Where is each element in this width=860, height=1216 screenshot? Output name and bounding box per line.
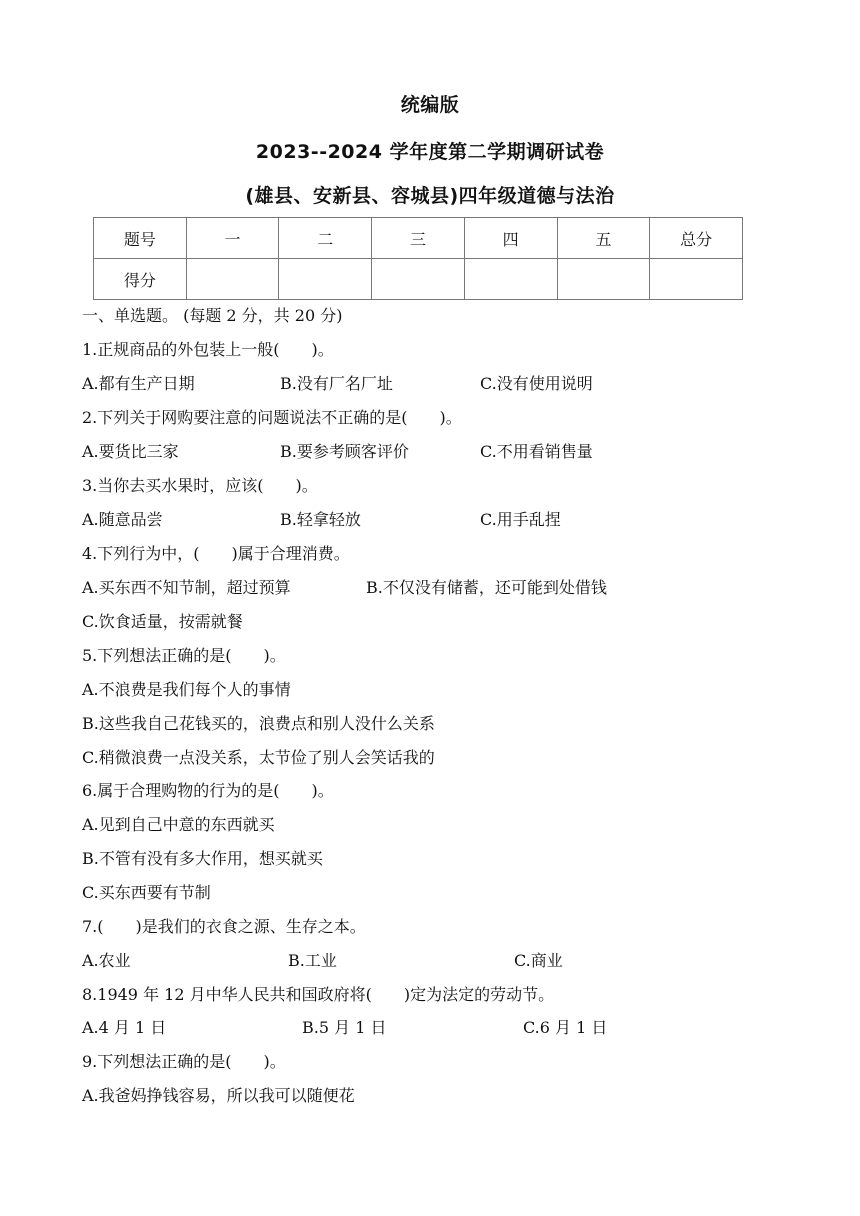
option: B.这些我自己花钱买的，浪费点和别人没什么关系 <box>82 714 435 733</box>
option: A.都有生产日期 <box>82 374 195 393</box>
option: C.买东西要有节制 <box>82 883 211 902</box>
option: B.工业 <box>288 951 337 970</box>
question-stem: 2.下列关于网购要注意的问题说法不正确的是( )。 <box>82 408 462 427</box>
option: C.6 月 1 日 <box>523 1018 608 1037</box>
option: A.我爸妈挣钱容易，所以我可以随便花 <box>82 1086 355 1105</box>
doc-term: 2023--2024 学年度第二学期调研试卷 <box>255 141 605 163</box>
score-cell <box>650 259 743 300</box>
question-stem: 4.下列行为中，( )属于合理消费。 <box>82 544 350 563</box>
option: B.不管有没有多大作用，想买就买 <box>82 849 323 868</box>
option: C.商业 <box>514 951 563 970</box>
score-cell <box>372 259 465 300</box>
option: A.买东西不知节制，超过预算 <box>82 578 291 597</box>
question-stem: 3.当你去买水果时，应该( )。 <box>82 476 318 495</box>
question-stem: 7.( )是我们的衣食之源、生存之本。 <box>82 917 366 936</box>
doc-label: 统编版 <box>400 94 460 116</box>
option: C.稍微浪费一点没关系，太节俭了别人会笑话我的 <box>82 748 435 767</box>
option: C.没有使用说明 <box>480 374 593 393</box>
score-cell <box>557 259 650 300</box>
header-cell: 总分 <box>650 218 743 259</box>
question-stem: 9.下列想法正确的是( )。 <box>82 1052 286 1071</box>
option: A.不浪费是我们每个人的事情 <box>82 680 291 699</box>
score-cell <box>186 259 279 300</box>
section-title: 一、单选题。 (每题 2 分，共 20 分) <box>82 306 343 325</box>
question-stem: 5.下列想法正确的是( )。 <box>82 646 286 665</box>
score-row-label: 得分 <box>94 259 187 300</box>
option: B.轻拿轻放 <box>280 510 361 529</box>
score-header-row <box>94 218 743 259</box>
header-cell: 四 <box>464 218 557 259</box>
score-table <box>93 217 743 300</box>
option: B.要参考顾客评价 <box>280 442 409 461</box>
score-value-row <box>94 259 743 300</box>
header-cell: 三 <box>372 218 465 259</box>
option: A.4 月 1 日 <box>82 1018 167 1037</box>
score-cell <box>279 259 372 300</box>
option: A.随意品尝 <box>82 510 163 529</box>
option: B.没有厂名厂址 <box>280 374 393 393</box>
option: C.不用看销售量 <box>480 442 593 461</box>
question-stem: 6.属于合理购物的行为的是( )。 <box>82 781 334 800</box>
option: A.农业 <box>82 951 131 970</box>
header-cell: 二 <box>279 218 372 259</box>
question-stem: 1.正规商品的外包装上一般( )。 <box>82 340 334 359</box>
option: B.不仅没有储蓄，还可能到处借钱 <box>366 578 607 597</box>
option: C.饮食适量，按需就餐 <box>82 612 243 631</box>
header-cell: 五 <box>557 218 650 259</box>
option: A.要货比三家 <box>82 442 179 461</box>
score-cell <box>464 259 557 300</box>
header-cell: 一 <box>186 218 279 259</box>
doc-title: (雄县、安新县、容城县)四年级道德与法治 <box>245 185 615 207</box>
option: B.5 月 1 日 <box>302 1018 387 1037</box>
option: A.见到自己中意的东西就买 <box>82 815 275 834</box>
header-cell: 题号 <box>94 218 187 259</box>
question-stem: 8.1949 年 12 月中华人民共和国政府将( )定为法定的劳动节。 <box>82 985 555 1004</box>
option: C.用手乱捏 <box>480 510 561 529</box>
